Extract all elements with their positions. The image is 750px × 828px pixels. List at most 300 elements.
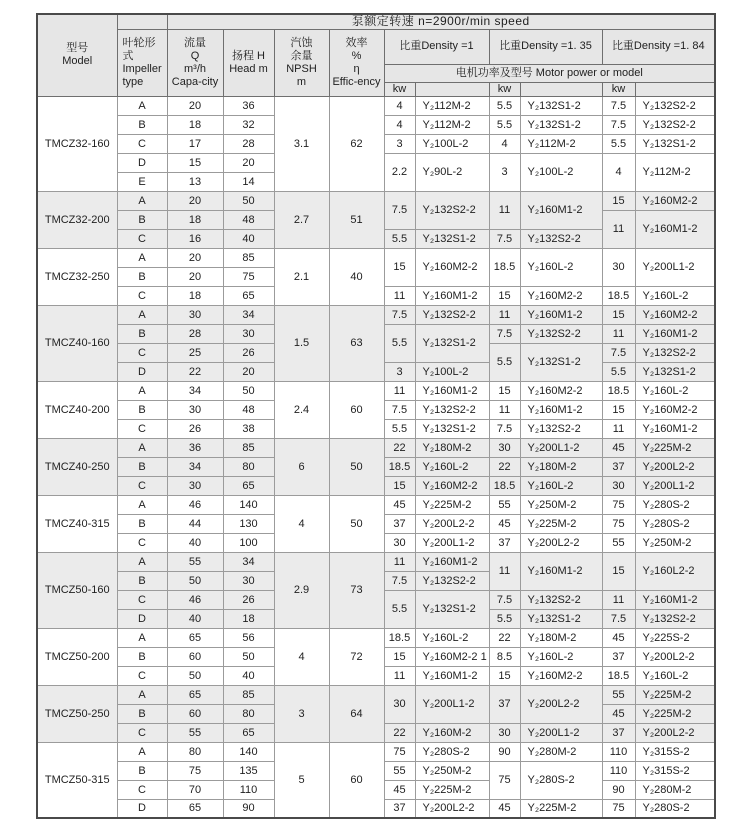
motor-model-cell: Y₂200L1-2 [520, 723, 602, 742]
motor-model-cell: Y₂180M-2 [520, 628, 602, 647]
table-row [37, 628, 715, 647]
power-kw-cell: 7.5 [384, 305, 415, 324]
power-kw-cell: 11 [384, 286, 415, 305]
power-kw-cell: 8.5 [489, 647, 520, 666]
power-kw-cell: 30 [489, 723, 520, 742]
motor-model-cell: Y₂280S-2 [415, 742, 489, 761]
flow-value-cell: 20 [167, 96, 223, 115]
power-kw-cell: 37 [489, 533, 520, 552]
motor-model-cell: Y₂225M-2 [635, 438, 715, 457]
efficiency-cell: 64 [329, 685, 384, 742]
head-value-cell: 75 [223, 267, 274, 286]
flow-value-cell: 40 [167, 533, 223, 552]
head-value-cell: 135 [223, 761, 274, 780]
flow-value-cell: 50 [167, 571, 223, 590]
motor-model-cell: Y₂160M1-2 [520, 191, 602, 229]
power-kw-cell: 18.5 [602, 381, 635, 400]
power-kw-cell: 55 [602, 685, 635, 704]
power-kw-cell: 18.5 [602, 286, 635, 305]
power-kw-cell: 55 [489, 495, 520, 514]
motor-model-cell: Y₂160M2-2 [635, 305, 715, 324]
motor-model-cell: Y₂132S2-2 [415, 571, 489, 590]
npsh-cell: 2.9 [274, 552, 329, 628]
power-kw-cell: 75 [489, 761, 520, 799]
power-kw-cell: 37 [384, 514, 415, 533]
power-kw-cell: 15 [384, 476, 415, 495]
head-value-cell: 34 [223, 552, 274, 571]
motor-model-cell: Y₂180M-2 [520, 457, 602, 476]
header-line: 叶轮形 [122, 36, 156, 49]
power-kw-cell: 45 [384, 495, 415, 514]
power-kw-cell: 7.5 [602, 343, 635, 362]
header-flow [167, 29, 223, 96]
model-cell: TMCZ50-250 [37, 685, 117, 742]
power-kw-cell: 110 [602, 761, 635, 780]
flow-value-cell: 80 [167, 742, 223, 761]
header-motor-power: 电机功率及型号 Motor power or model [384, 64, 715, 82]
flow-value-cell: 34 [167, 457, 223, 476]
efficiency-cell: 50 [329, 495, 384, 552]
power-kw-cell: 45 [384, 780, 415, 799]
power-kw-cell: 18.5 [602, 666, 635, 685]
table-row [37, 438, 715, 457]
motor-model-cell: Y₂160L-2 [635, 666, 715, 685]
header-kw-density135: kw [489, 82, 520, 96]
motor-model-cell: Y₂200L2-2 [635, 723, 715, 742]
motor-model-cell: Y₂160M1-2 [415, 286, 489, 305]
motor-model-cell: Y₂132S1-2 [520, 96, 602, 115]
motor-model-cell: Y₂112M-2 [520, 134, 602, 153]
flow-value-cell: 36 [167, 438, 223, 457]
power-kw-cell: 7.5 [602, 96, 635, 115]
head-value-cell: 34 [223, 305, 274, 324]
flow-value-cell: 60 [167, 647, 223, 666]
impeller-cell: B [117, 704, 167, 723]
table-row [37, 552, 715, 571]
header-line: 效率 [345, 36, 368, 49]
motor-model-cell: Y₂250M-2 [415, 761, 489, 780]
npsh-cell: 5 [274, 742, 329, 818]
motor-model-cell: Y₂132S2-2 [635, 115, 715, 134]
motor-model-cell: Y₂132S1-2 [415, 590, 489, 628]
motor-model-cell: Y₂280S-2 [635, 514, 715, 533]
head-value-cell: 48 [223, 210, 274, 229]
model-cell: TMCZ50-315 [37, 742, 117, 818]
power-kw-cell: 5.5 [489, 343, 520, 381]
motor-model-cell: Y₂100L-2 [415, 134, 489, 153]
header-line: type [122, 75, 144, 88]
head-value-cell: 14 [223, 172, 274, 191]
table-row [37, 685, 715, 704]
head-value-cell: 26 [223, 590, 274, 609]
power-kw-cell: 5.5 [602, 134, 635, 153]
power-kw-cell: 15 [602, 400, 635, 419]
impeller-cell: A [117, 381, 167, 400]
power-kw-cell: 18.5 [489, 248, 520, 286]
header-line: Effic-ency [332, 75, 381, 88]
power-kw-cell: 30 [602, 476, 635, 495]
power-kw-cell: 7.5 [384, 400, 415, 419]
power-kw-cell: 4 [489, 134, 520, 153]
impeller-cell: D [117, 362, 167, 381]
npsh-cell: 4 [274, 495, 329, 552]
motor-model-cell: Y₂132S1-2 [635, 362, 715, 381]
motor-model-cell: Y₂160M1-2 [635, 419, 715, 438]
motor-model-cell: Y₂160L-2 [415, 457, 489, 476]
header-density-135: 比重Density =1. 35 [489, 29, 602, 64]
power-kw-cell: 3 [489, 153, 520, 191]
impeller-cell: D [117, 609, 167, 628]
power-kw-cell: 55 [384, 761, 415, 780]
flow-value-cell: 20 [167, 248, 223, 267]
npsh-cell: 1.5 [274, 305, 329, 381]
power-kw-cell: 18.5 [489, 476, 520, 495]
head-value-cell: 65 [223, 723, 274, 742]
power-kw-cell: 11 [602, 210, 635, 248]
power-kw-cell: 45 [602, 438, 635, 457]
impeller-cell: C [117, 590, 167, 609]
motor-model-cell: Y₂160M2-2 [520, 666, 602, 685]
power-kw-cell: 22 [489, 457, 520, 476]
motor-model-cell: Y₂225S-2 [635, 628, 715, 647]
flow-value-cell: 65 [167, 628, 223, 647]
flow-value-cell: 25 [167, 343, 223, 362]
motor-model-cell: Y₂100L-2 [415, 362, 489, 381]
flow-value-cell: 46 [167, 495, 223, 514]
power-kw-cell: 15 [602, 552, 635, 590]
impeller-cell: D [117, 799, 167, 818]
npsh-cell: 2.7 [274, 191, 329, 248]
power-kw-cell: 22 [384, 723, 415, 742]
head-value-cell: 100 [223, 533, 274, 552]
flow-value-cell: 20 [167, 191, 223, 210]
motor-model-cell: Y₂160M2-2 [520, 286, 602, 305]
table-row [37, 191, 715, 210]
motor-model-cell: Y₂160M1-2 [520, 400, 602, 419]
impeller-cell: B [117, 647, 167, 666]
power-kw-cell: 90 [489, 742, 520, 761]
flow-value-cell: 34 [167, 381, 223, 400]
header-kw-density184: kw [602, 82, 635, 96]
header-line: 汽蚀 [290, 36, 313, 49]
flow-value-cell: 18 [167, 115, 223, 134]
head-value-cell: 28 [223, 134, 274, 153]
power-kw-cell: 11 [489, 305, 520, 324]
flow-value-cell: 18 [167, 286, 223, 305]
head-value-cell: 30 [223, 571, 274, 590]
flow-value-cell: 60 [167, 704, 223, 723]
power-kw-cell: 55 [602, 533, 635, 552]
impeller-cell: B [117, 514, 167, 533]
power-kw-cell: 2.2 [384, 153, 415, 191]
head-value-cell: 140 [223, 742, 274, 761]
head-value-cell: 48 [223, 400, 274, 419]
impeller-cell: B [117, 457, 167, 476]
impeller-cell: B [117, 324, 167, 343]
motor-model-cell: Y₂132S1-2 [415, 229, 489, 248]
power-kw-cell: 7.5 [489, 324, 520, 343]
power-kw-cell: 110 [602, 742, 635, 761]
head-value-cell: 36 [223, 96, 274, 115]
header-line: 型号 [66, 42, 89, 55]
power-kw-cell: 3 [384, 362, 415, 381]
power-kw-cell: 7.5 [489, 229, 520, 248]
motor-model-cell: Y₂200L2-2 [635, 647, 715, 666]
header-motor-model-density1 [415, 82, 489, 96]
head-value-cell: 85 [223, 438, 274, 457]
flow-value-cell: 13 [167, 172, 223, 191]
power-kw-cell: 7.5 [602, 609, 635, 628]
power-kw-cell: 3 [384, 134, 415, 153]
power-kw-cell: 11 [489, 400, 520, 419]
motor-model-cell: Y₂200L2-2 [415, 514, 489, 533]
motor-model-cell: Y₂200L2-2 [520, 533, 602, 552]
motor-model-cell: Y₂160L-2 [520, 647, 602, 666]
motor-model-cell: Y₂132S2-2 [415, 191, 489, 229]
efficiency-cell: 73 [329, 552, 384, 628]
npsh-cell: 3.1 [274, 96, 329, 191]
power-kw-cell: 15 [489, 286, 520, 305]
power-kw-cell: 11 [602, 324, 635, 343]
flow-value-cell: 70 [167, 780, 223, 799]
motor-model-cell: Y₂225M-2 [520, 514, 602, 533]
header-impeller [117, 29, 167, 96]
header-model [37, 14, 117, 96]
impeller-cell: A [117, 628, 167, 647]
head-value-cell: 140 [223, 495, 274, 514]
head-value-cell: 40 [223, 666, 274, 685]
power-kw-cell: 37 [384, 799, 415, 818]
power-kw-cell: 7.5 [489, 419, 520, 438]
flow-value-cell: 16 [167, 229, 223, 248]
motor-model-cell: Y₂160M1-2 [635, 590, 715, 609]
power-kw-cell: 15 [489, 381, 520, 400]
motor-model-cell: Y₂180M-2 [415, 438, 489, 457]
flow-value-cell: 55 [167, 552, 223, 571]
flow-value-cell: 40 [167, 609, 223, 628]
motor-model-cell: Y₂132S2-2 [520, 590, 602, 609]
motor-model-cell: Y₂132S2-2 [520, 324, 602, 343]
power-kw-cell: 5.5 [489, 115, 520, 134]
motor-model-cell: Y₂225M-2 [635, 685, 715, 704]
power-kw-cell: 11 [384, 381, 415, 400]
header-line: 余量 [290, 49, 313, 62]
motor-model-cell: Y₂280S-2 [635, 799, 715, 818]
impeller-cell: C [117, 286, 167, 305]
motor-model-cell: Y₂160L-2 [520, 476, 602, 495]
power-kw-cell: 45 [602, 628, 635, 647]
npsh-cell: 3 [274, 685, 329, 742]
model-cell: TMCZ40-250 [37, 438, 117, 495]
flow-value-cell: 18 [167, 210, 223, 229]
power-kw-cell: 5.5 [384, 229, 415, 248]
impeller-cell: B [117, 571, 167, 590]
power-kw-cell: 37 [602, 457, 635, 476]
motor-model-cell: Y₂200L2-2 [635, 457, 715, 476]
npsh-cell: 6 [274, 438, 329, 495]
motor-model-cell: Y₂160M1-2 [520, 552, 602, 590]
table-header [37, 14, 715, 96]
head-value-cell: 32 [223, 115, 274, 134]
header-line: NPSH [286, 62, 317, 75]
header-motor-model-density135 [520, 82, 602, 96]
header-density-184: 比重Density =1. 84 [602, 29, 715, 64]
impeller-cell: C [117, 419, 167, 438]
impeller-cell: C [117, 134, 167, 153]
head-value-cell: 26 [223, 343, 274, 362]
motor-model-cell: Y₂132S1-2 [415, 419, 489, 438]
header-row-speed [37, 14, 715, 29]
model-cell: TMCZ32-160 [37, 96, 117, 191]
efficiency-cell: 72 [329, 628, 384, 685]
motor-model-cell: Y₂132S1-2 [415, 324, 489, 362]
npsh-cell: 2.4 [274, 381, 329, 438]
power-kw-cell: 11 [384, 666, 415, 685]
npsh-cell: 2.1 [274, 248, 329, 305]
impeller-cell: A [117, 191, 167, 210]
power-kw-cell: 90 [602, 780, 635, 799]
impeller-cell: A [117, 685, 167, 704]
motor-model-cell: Y₂200L2-2 [520, 685, 602, 723]
motor-model-cell: Y₂160M2-2 1 [415, 647, 489, 666]
motor-model-cell: Y₂200L1-2 [415, 685, 489, 723]
power-kw-cell: 37 [602, 647, 635, 666]
motor-model-cell: Y₂225M-2 [415, 780, 489, 799]
power-kw-cell: 11 [602, 590, 635, 609]
power-kw-cell: 37 [602, 723, 635, 742]
power-kw-cell: 15 [489, 666, 520, 685]
power-kw-cell: 7.5 [489, 590, 520, 609]
power-kw-cell: 37 [489, 685, 520, 723]
efficiency-cell: 50 [329, 438, 384, 495]
impeller-cell: B [117, 761, 167, 780]
head-value-cell: 20 [223, 153, 274, 172]
motor-model-cell: Y₂160M1-2 [415, 666, 489, 685]
power-kw-cell: 45 [489, 799, 520, 818]
motor-model-cell: Y₂200L1-2 [635, 476, 715, 495]
header-line: Head m [229, 62, 268, 75]
motor-model-cell: Y₂112M-2 [635, 153, 715, 191]
impeller-cell: B [117, 210, 167, 229]
impeller-cell: A [117, 248, 167, 267]
power-kw-cell: 22 [384, 438, 415, 457]
flow-value-cell: 26 [167, 419, 223, 438]
head-value-cell: 85 [223, 248, 274, 267]
power-kw-cell: 15 [602, 191, 635, 210]
head-value-cell: 38 [223, 419, 274, 438]
head-value-cell: 18 [223, 609, 274, 628]
head-value-cell: 130 [223, 514, 274, 533]
efficiency-cell: 51 [329, 191, 384, 248]
model-cell: TMCZ40-315 [37, 495, 117, 552]
impeller-cell: A [117, 305, 167, 324]
motor-model-cell: Y₂200L1-2 [415, 533, 489, 552]
motor-model-cell: Y₂132S2-2 [635, 609, 715, 628]
header-head [223, 29, 274, 96]
motor-model-cell: Y₂160M2-2 [415, 248, 489, 286]
header-spacer-cell [117, 14, 167, 29]
flow-value-cell: 28 [167, 324, 223, 343]
motor-model-cell: Y₂160M1-2 [635, 210, 715, 248]
motor-model-cell: Y₂315S-2 [635, 742, 715, 761]
motor-model-cell: Y₂160M2-2 [635, 400, 715, 419]
head-value-cell: 20 [223, 362, 274, 381]
power-kw-cell: 11 [602, 419, 635, 438]
flow-value-cell: 22 [167, 362, 223, 381]
impeller-cell: B [117, 115, 167, 134]
header-line: 扬程 H [232, 49, 265, 62]
motor-model-cell: Y₂225M-2 [415, 495, 489, 514]
head-value-cell: 50 [223, 191, 274, 210]
impeller-cell: C [117, 229, 167, 248]
header-line: % [351, 49, 362, 62]
motor-model-cell: Y₂160M1-2 [520, 305, 602, 324]
power-kw-cell: 11 [489, 191, 520, 229]
motor-model-cell: Y₂280S-2 [520, 761, 602, 799]
power-kw-cell: 4 [384, 115, 415, 134]
header-line: Capa-city [171, 75, 219, 88]
pump-spec-table [36, 13, 716, 819]
header-speed-band: 泵额定转速 n=2900r/min speed [167, 14, 715, 29]
head-value-cell: 30 [223, 324, 274, 343]
header-efficiency [329, 29, 384, 96]
impeller-cell: E [117, 172, 167, 191]
power-kw-cell: 30 [384, 533, 415, 552]
power-kw-cell: 5.5 [384, 419, 415, 438]
power-kw-cell: 5.5 [489, 609, 520, 628]
power-kw-cell: 30 [489, 438, 520, 457]
flow-value-cell: 46 [167, 590, 223, 609]
motor-model-cell: Y₂200L1-2 [635, 248, 715, 286]
power-kw-cell: 5.5 [384, 590, 415, 628]
header-line: η [353, 62, 360, 75]
flow-value-cell: 44 [167, 514, 223, 533]
header-density-1: 比重Density =1 [384, 29, 489, 64]
table-row [37, 96, 715, 115]
head-value-cell: 90 [223, 799, 274, 818]
power-kw-cell: 4 [602, 153, 635, 191]
efficiency-cell: 40 [329, 248, 384, 305]
motor-model-cell: Y₂160M2-2 [635, 191, 715, 210]
power-kw-cell: 75 [384, 742, 415, 761]
header-line: Impeller [122, 62, 162, 75]
motor-model-cell: Y₂132S1-2 [520, 343, 602, 381]
power-kw-cell: 11 [384, 552, 415, 571]
power-kw-cell: 5.5 [602, 362, 635, 381]
header-line: Q [190, 49, 200, 62]
model-cell: TMCZ40-200 [37, 381, 117, 438]
motor-model-cell: Y₂160M1-2 [415, 381, 489, 400]
efficiency-cell: 62 [329, 96, 384, 191]
power-kw-cell: 15 [602, 305, 635, 324]
impeller-cell: A [117, 438, 167, 457]
impeller-cell: D [117, 153, 167, 172]
header-kw-density1: kw [384, 82, 415, 96]
power-kw-cell: 45 [489, 514, 520, 533]
motor-model-cell: Y₂225M-2 [520, 799, 602, 818]
power-kw-cell: 22 [489, 628, 520, 647]
motor-model-cell: Y₂112M-2 [415, 115, 489, 134]
table-row [37, 742, 715, 761]
flow-value-cell: 30 [167, 476, 223, 495]
head-value-cell: 110 [223, 780, 274, 799]
power-kw-cell: 75 [602, 514, 635, 533]
motor-model-cell: Y₂160M2-2 [520, 381, 602, 400]
motor-model-cell: Y₂132S2-2 [415, 305, 489, 324]
power-kw-cell: 5.5 [489, 96, 520, 115]
flow-value-cell: 65 [167, 799, 223, 818]
impeller-cell: B [117, 400, 167, 419]
